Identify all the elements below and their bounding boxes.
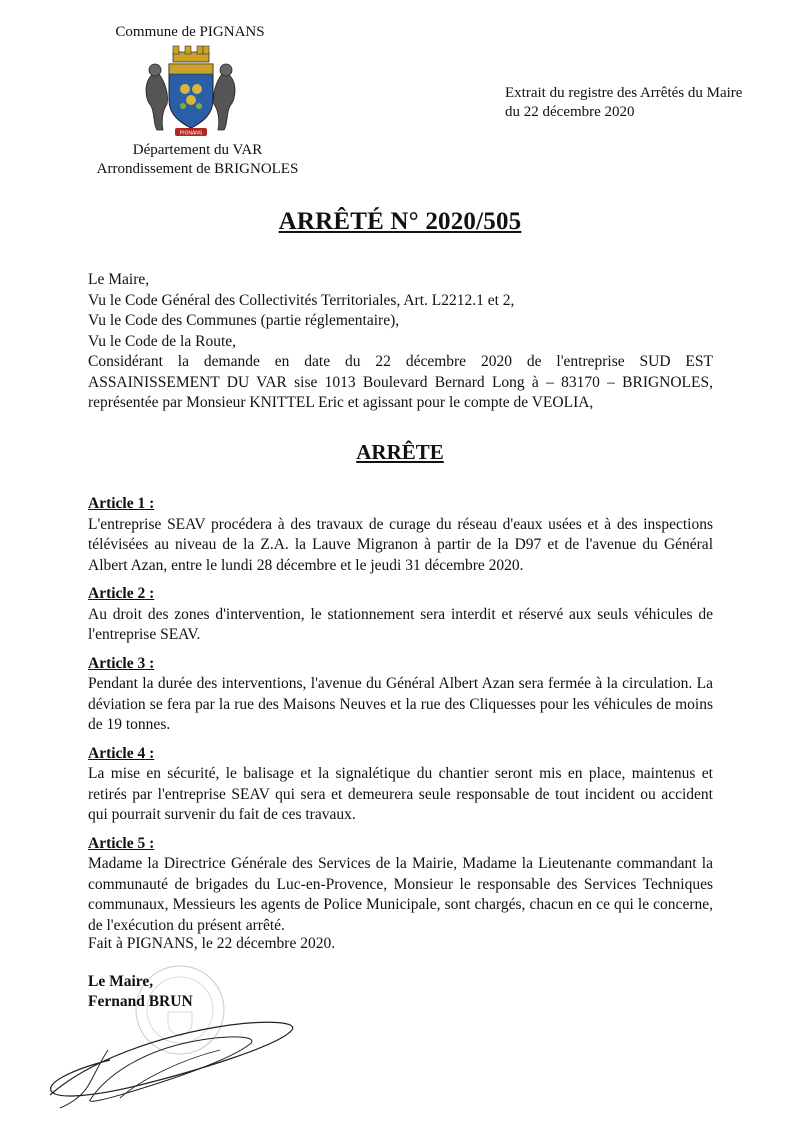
register-extract <box>505 84 742 122</box>
preamble <box>88 270 713 414</box>
article-3-heading: Article 3 <box>88 654 146 672</box>
article-4-text: La mise en sécurité, le balisage et la signalétique du chantier seront mis en place, maintenus et retirés par l'entreprise SEAV qui sera et demeurera seule responsable de tout incident ou accident qui pourrait survenir du fait de ces travaux. <box>88 765 713 823</box>
preamble-vu-communes: Vu le Code des Communes (partie réglementaire), <box>88 312 400 329</box>
article-4-colon: : <box>145 744 155 762</box>
preamble-vu-route: Vu le Code de la Route, <box>88 332 237 350</box>
crest-banner-text: PIGNANS <box>179 130 203 137</box>
place-and-date: Fait à PIGNANS, le 22 décembre 2020. <box>88 935 336 952</box>
article-2-text: Au droit des zones d'intervention, le stationnement sera interdit et réservé aux seuls véhicules de l'entreprise SEAV. <box>88 605 713 643</box>
handwritten-signature <box>30 1000 310 1115</box>
department-block <box>60 141 335 179</box>
article-2-colon: : <box>145 585 155 602</box>
article-3-colon: : <box>145 654 155 672</box>
preamble-maire: Le Maire, <box>88 271 150 288</box>
articles-list <box>88 494 713 944</box>
preamble-considerant: Considérant la demande en date du 22 décembre 2020 de l'entreprise SUD EST ASSAINISSEMENT DU VAR sise 1013 Boulevard Bernard Long à – 83170 – BRIGNOLES, représentée par Monsieur KNITTEL Eric et agissant pour le compte de VEOLIA, <box>88 353 713 411</box>
preamble-vu-cgct: Vu le Code Général des Collectivités Territoriales, Art. L2212.1 et 2, <box>88 291 515 309</box>
commune-name: Commune de PIGNANS <box>115 24 265 40</box>
article-4 <box>88 744 713 826</box>
article-1-text: L'entreprise SEAV procédera à des travaux de curage du réseau d'eaux usées et à des inspections télévisées au niveau de la Z.A. la Lauve Migranon à partir de la D97 et de l'avenue du Général Albert Azan, entre le lundi 28 décembre et le jeudi 31 décembre 2020. <box>88 515 713 574</box>
article-3 <box>88 654 713 736</box>
extract-line-2: du 22 décembre 2020 <box>505 104 635 120</box>
arrondissement-name: Arrondissement de BRIGNOLES <box>96 161 299 177</box>
department-name: Département du VAR <box>132 142 263 158</box>
arrete-heading: ARRÊTE <box>356 440 444 464</box>
article-1 <box>88 494 713 576</box>
article-2 <box>88 584 713 646</box>
signatory-name: Fernand BRUN <box>88 993 193 1010</box>
article-1-heading: Article 1 <box>88 495 146 512</box>
article-5-text: Madame la Directrice Générale des Services de la Mairie, Madame la Lieutenante commandant la communauté de brigades du Luc-en-Provence, Monsieur le responsable des Services Techniques communaux, Messieurs les agents de Police Municipale, sont chargés, chacun en ce qui le concerne, de l'exécution du présent arrêté. <box>88 855 713 934</box>
article-5-colon: : <box>145 834 155 852</box>
signatory-role: Le Maire, <box>88 973 154 990</box>
article-2-heading: Article 2 <box>88 585 146 602</box>
coat-of-arms-logo <box>133 44 248 139</box>
article-5 <box>88 834 713 937</box>
extract-line-1: Extrait du registre des Arrêtés du Maire <box>505 85 743 101</box>
decree-title: ARRÊTÉ N° 2020/505 <box>278 208 522 235</box>
article-5-heading: Article 5 <box>88 834 146 852</box>
article-3-text: Pendant la durée des interventions, l'avenue du Général Albert Azan sera fermée à la circulation. La déviation se fera par la rue des Maisons Neuves et la rue des Cliquesses pour les véhicules de moins de 19 tonnes. <box>88 675 713 733</box>
article-1-colon: : <box>145 495 155 512</box>
article-4-heading: Article 4 <box>88 744 146 762</box>
